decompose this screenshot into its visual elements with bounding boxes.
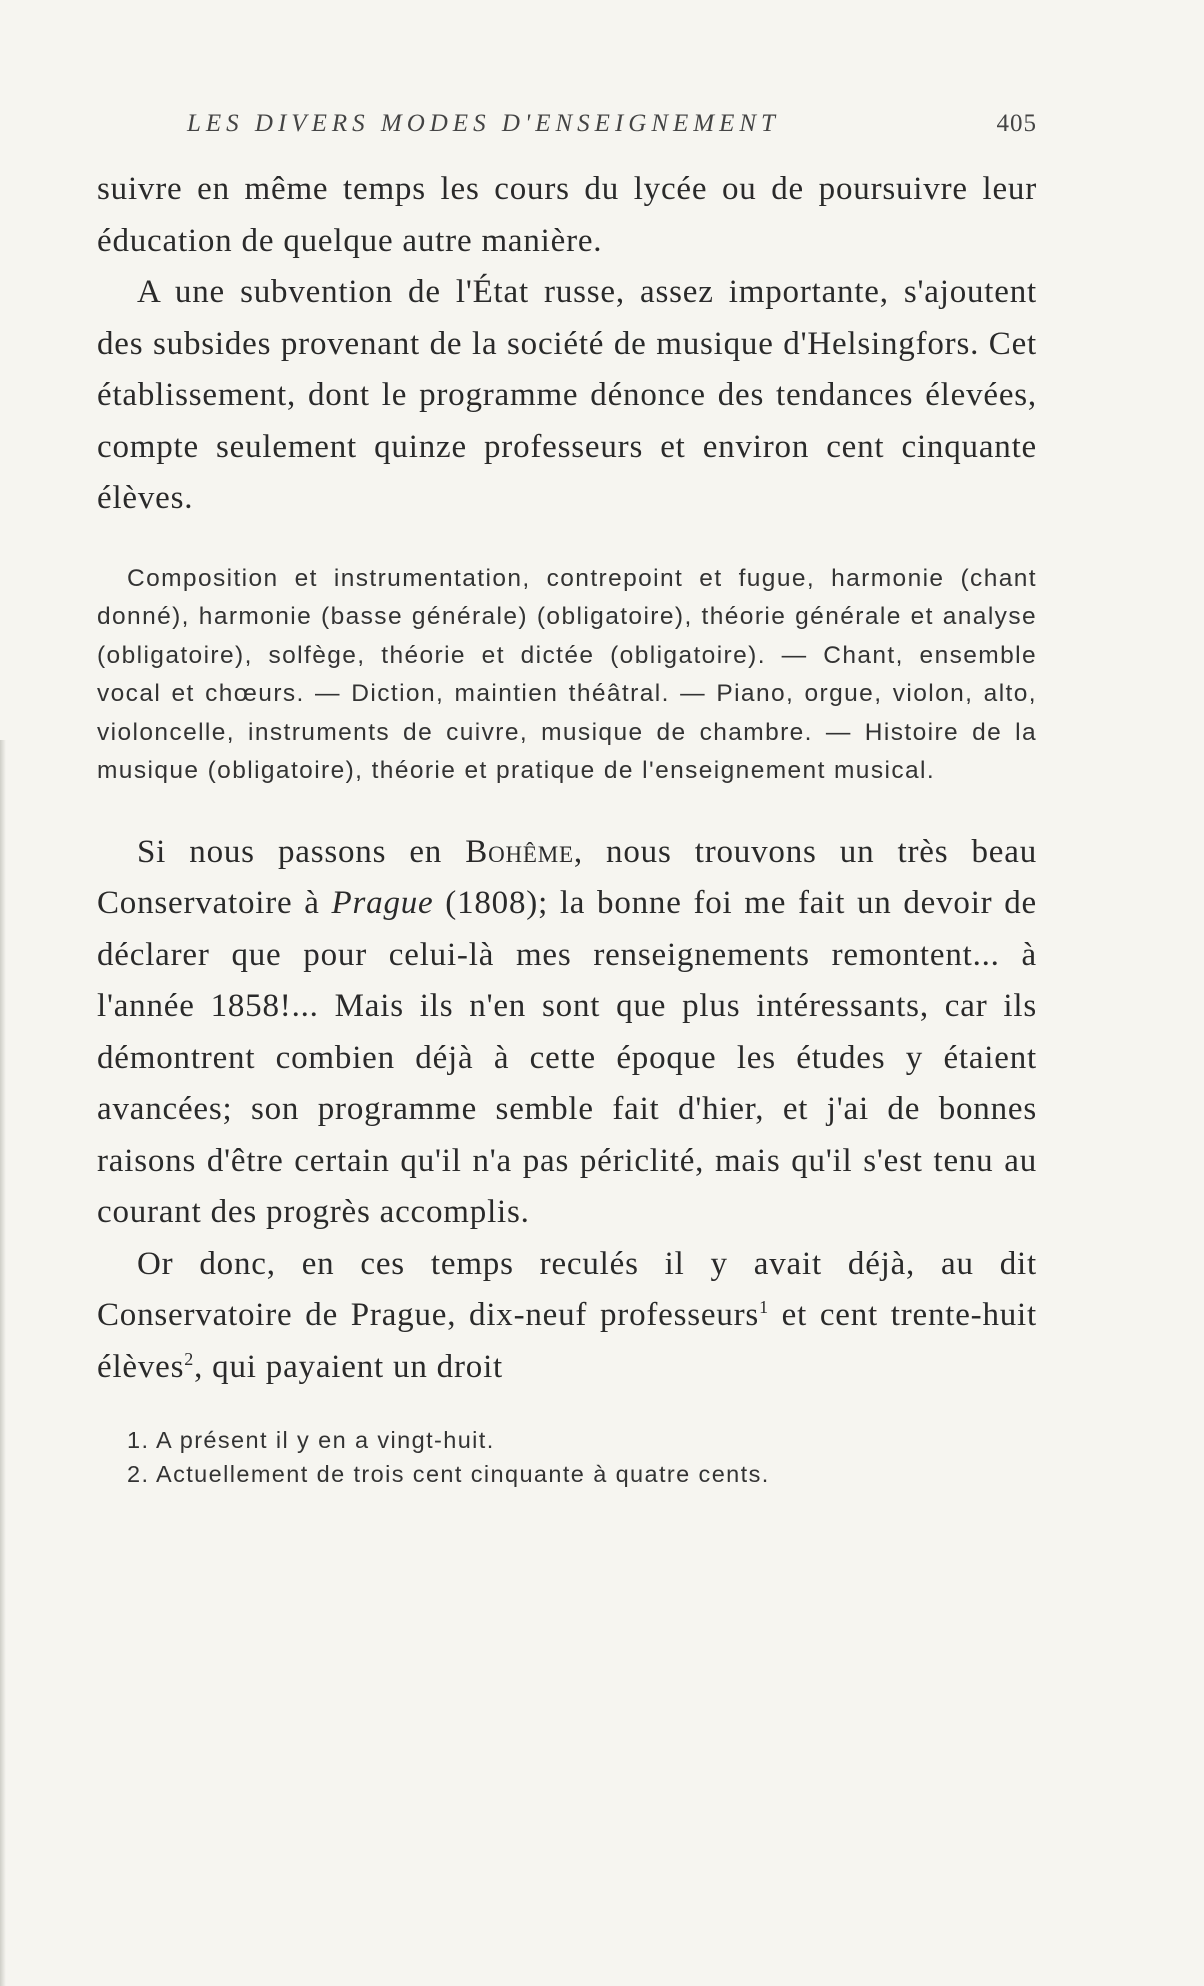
paragraph-1: suivre en même temps les cours du lycée ou de poursuivre leur éducation de quelque autre manière. bbox=[97, 171, 1037, 259]
paragraph-4 bbox=[97, 1239, 1037, 1394]
paragraph-4-part-c: , qui payaient un droit bbox=[194, 1348, 504, 1385]
footnote-ref-1: 1 bbox=[759, 1297, 769, 1317]
paragraph-4-part-a: Or donc, en ces temps reculés il y avait déjà, au dit Conservatoire de Prague, dix-neuf professeurs bbox=[97, 1245, 1037, 1333]
page-number: 405 bbox=[996, 110, 1037, 137]
paragraph-4-part-b: et cent trente-huit élèves bbox=[97, 1297, 1037, 1385]
paragraph-3-part-a: Si nous passons en bbox=[137, 833, 466, 870]
footnote-ref-2: 2 bbox=[184, 1348, 195, 1369]
paragraph-3-part-b: , nous trouvons un très beau Conservatoire à bbox=[97, 833, 1038, 921]
footnote-2: 2. Actuellement de trois cent cinquante à quatre cents. bbox=[127, 1461, 770, 1487]
page-edge-shadow bbox=[0, 740, 6, 1986]
footnote-1: 1. A présent il y en a vingt-huit. bbox=[127, 1427, 495, 1453]
paragraph-2: A une subvention de l'État russe, assez importante, s'ajoutent des subsides provenant de la société de musique d'Helsingfors. Cet établissement, dont le programme dénonce des tendances élevées, compte seulement quinze professeurs et environ cent cinquante élèves. bbox=[97, 274, 1037, 516]
book-page bbox=[97, 110, 1037, 1491]
country-name: Bohême bbox=[465, 833, 574, 870]
running-header bbox=[97, 110, 1037, 138]
running-title: LES DIVERS MODES D'ENSEIGNEMENT bbox=[187, 110, 780, 137]
footnotes bbox=[97, 1423, 1037, 1491]
city-name: Prague bbox=[331, 885, 434, 921]
curriculum-list: Composition et instrumentation, contrepoint et fugue, harmonie (chant donné), harmonie (basse générale) (obligatoire), théorie générale et analyse (obligatoire), solfège, théorie et dictée (obligatoire). — Chant, ensemble vocal et chœurs. — Diction, maintien théâtral. — Piano, orgue, violon, alto, violoncelle, instruments de cuivre, musique de chambre. — Histoire de la musique (obligatoire), théorie et pratique de l'enseignement musical. bbox=[97, 564, 1037, 784]
paragraph-3-part-c: (1808); la bonne foi me fait un devoir de déclarer que pour celui-là mes renseignements remontent... à l'année 1858!... Mais ils n'en sont que plus intéressants, car ils démontrent combien déjà à cette époque les études y étaient avancées; son programme semble fait d'hier, et j'ai de bonnes raisons d'être certain qu'il n'a pas périclité, mais qu'il s'est tenu au courant des progrès accomplis. bbox=[97, 885, 1038, 1230]
paragraph-3 bbox=[97, 827, 1037, 1239]
